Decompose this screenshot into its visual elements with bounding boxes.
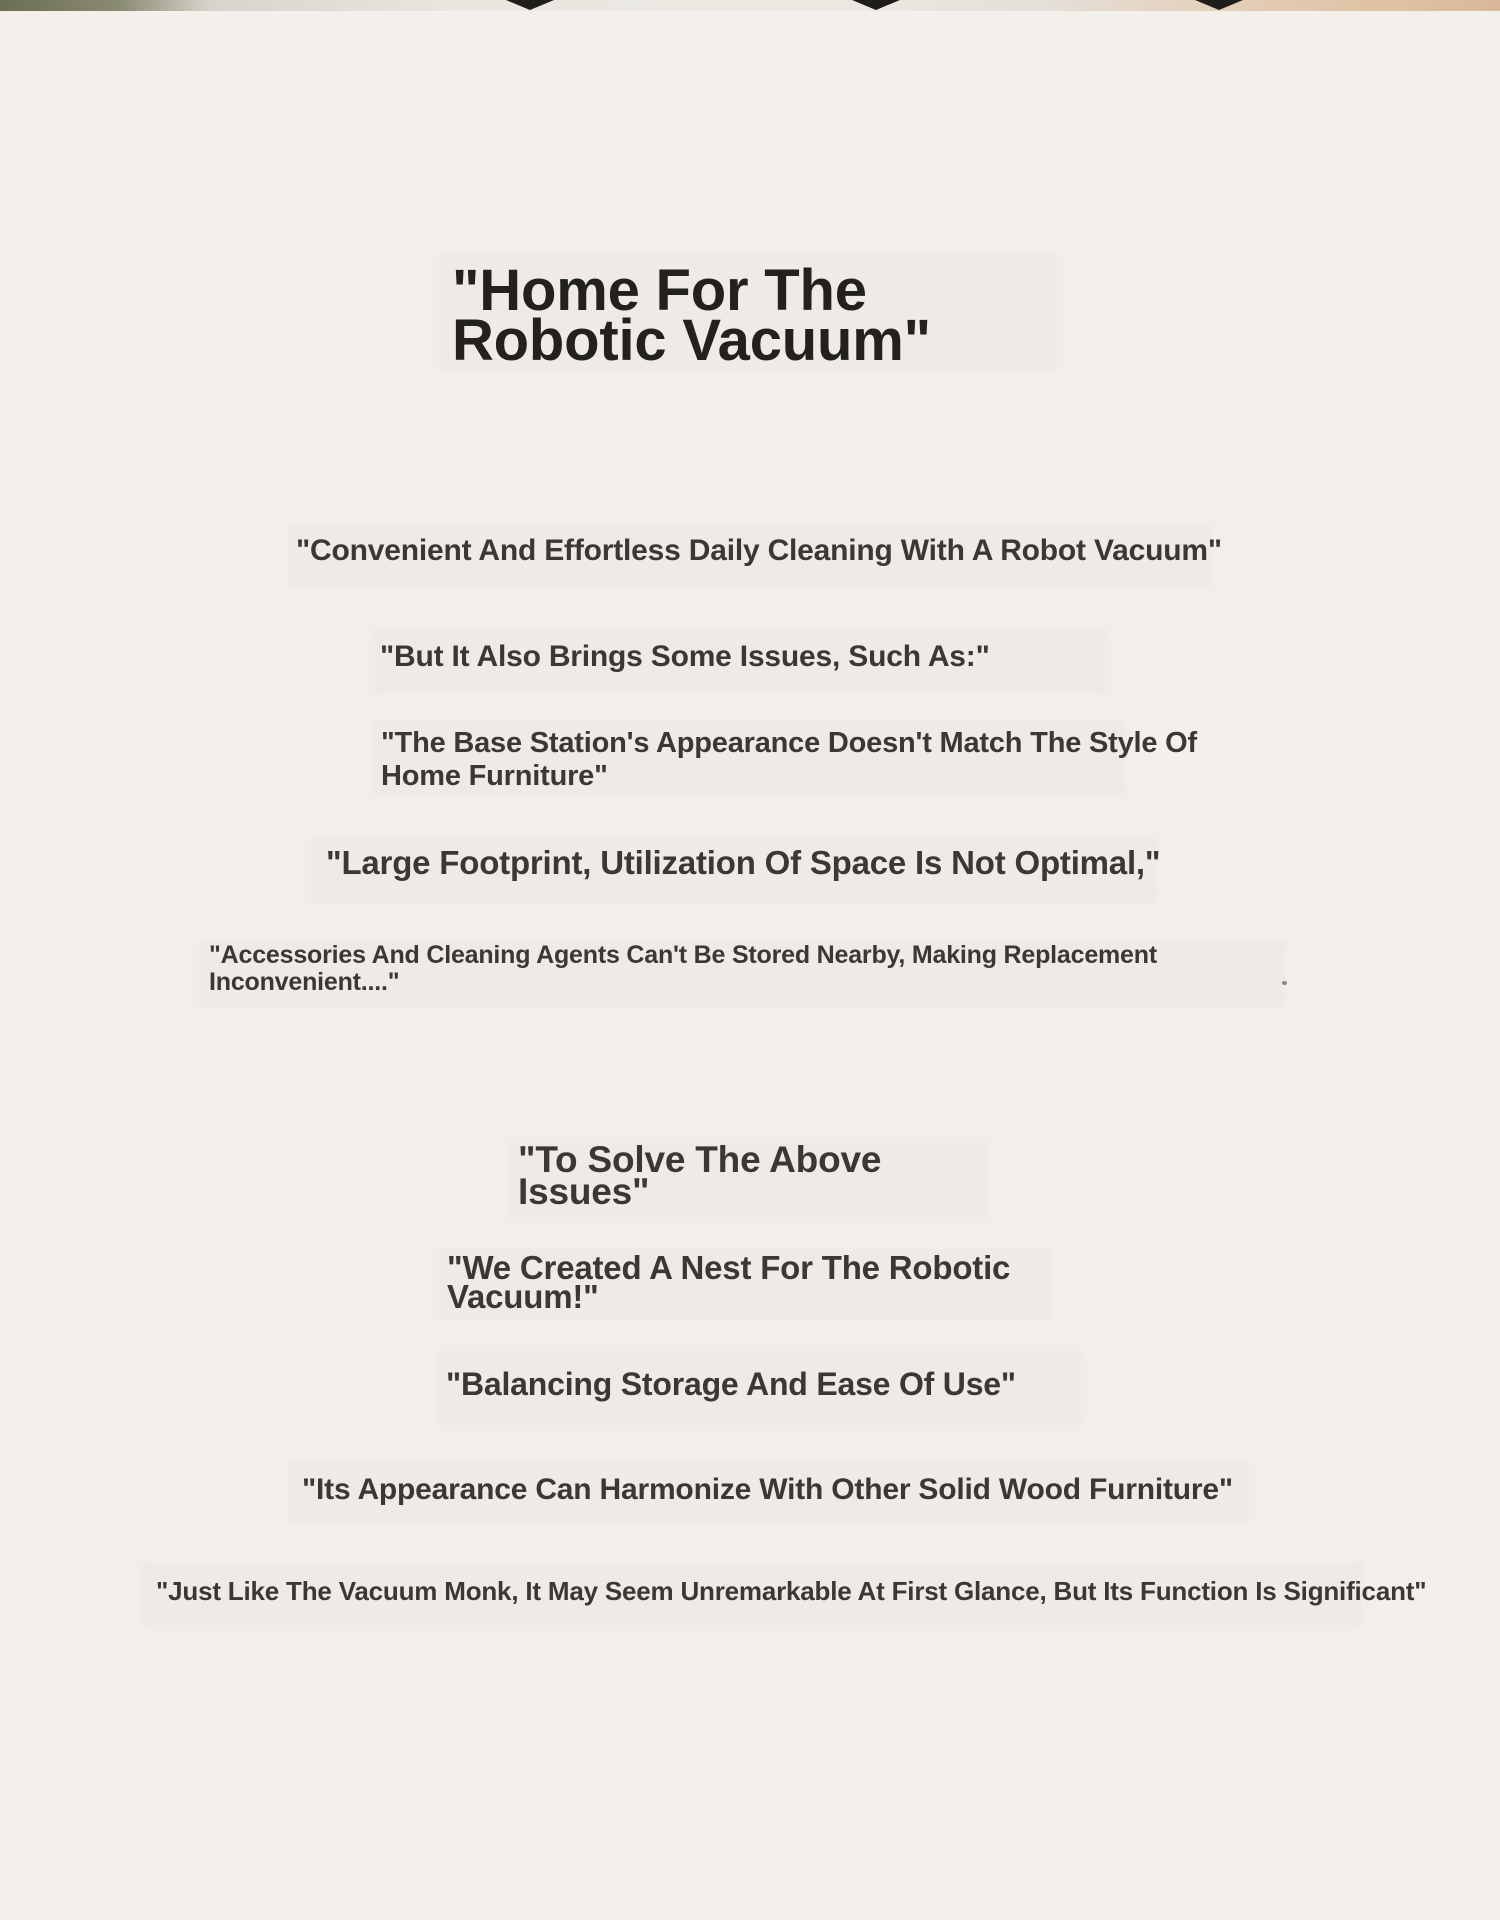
monk-text: "Just Like The Vacuum Monk, It May Seem Unremarkable At First Glance, But Its Function Is Significant" xyxy=(156,1576,1427,1606)
dust-speck xyxy=(1282,981,1287,985)
issues-lead-text: "But It Also Brings Some Issues, Such As:" xyxy=(380,640,990,673)
furniture-leg-shape xyxy=(852,0,900,10)
top-photo-strip xyxy=(0,0,1500,11)
furniture-leg-shape xyxy=(506,0,554,10)
nest-heading: "We Created A Nest For The Robotic Vacuum!" xyxy=(447,1249,1011,1315)
balance-text: "Balancing Storage And Ease Of Use" xyxy=(446,1366,1016,1402)
intro-text: "Convenient And Effortless Daily Cleaning With A Robot Vacuum" xyxy=(296,534,1222,567)
solve-heading: "To Solve The Above Issues" xyxy=(518,1139,882,1212)
page-title: "Home For The Robotic Vacuum" xyxy=(452,258,931,373)
issue-accessories-text: "Accessories And Cleaning Agents Can't Be Stored Nearby, Making Replacement Inconvenient...." xyxy=(209,941,1157,996)
issue-style-text: "The Base Station's Appearance Doesn't Match The Style Of Home Furniture" xyxy=(381,727,1197,792)
harmonize-text: "Its Appearance Can Harmonize With Other Solid Wood Furniture" xyxy=(302,1473,1233,1506)
furniture-leg-shape xyxy=(1195,0,1243,10)
issue-footprint-text: "Large Footprint, Utilization Of Space Is Not Optimal," xyxy=(326,844,1161,881)
